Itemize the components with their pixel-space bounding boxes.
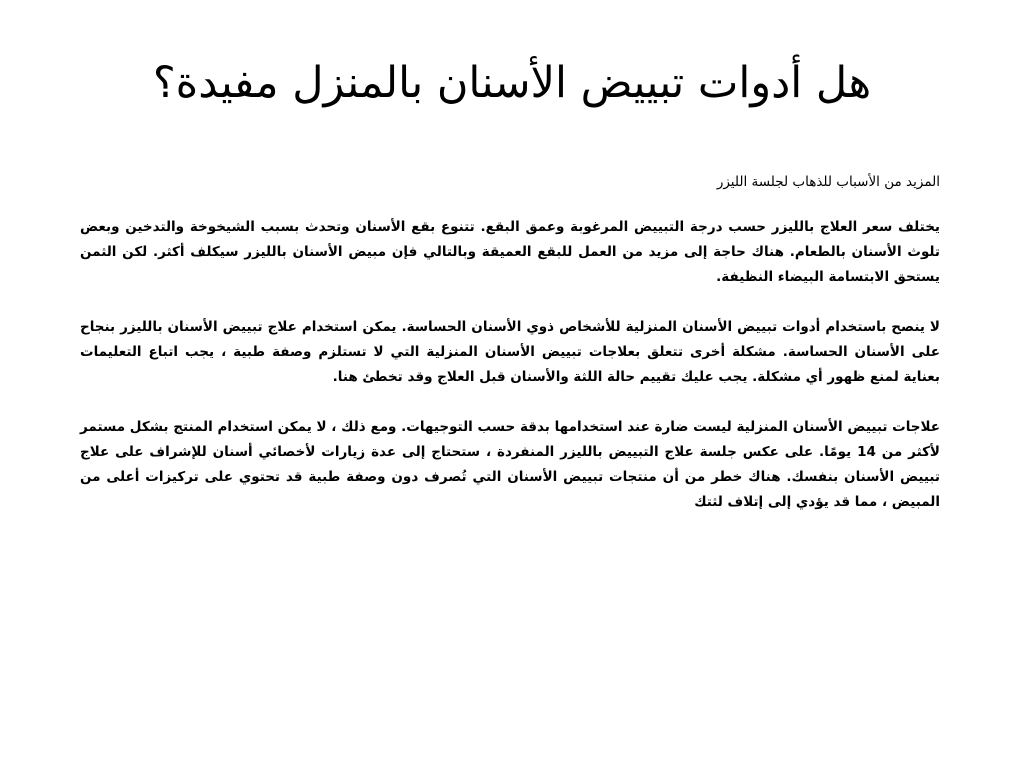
- body-paragraph-sensitive-teeth: لا ينصح باستخدام أدوات تبييض الأسنان المنزلية للأشخاص ذوي الأسنان الحساسة. يمكن استخدام علاج تبييض الأسنان بالليزر بنجاح على الأسنان الحساسة. مشكلة أخرى تتعلق بعلاجات تبييض الأسنان المنزلية التي لا تستلزم وصفة طبية ، يجب اتباع التعليمات بعناية لمنع ظهور أي مشكلة. يجب عليك تقييم حالة اللثة والأسنان قبل العلاج وقد تخطئ هنا.: [80, 318, 940, 385]
- body-subheading: المزيد من الأسباب للذهاب لجلسة الليزر: [716, 174, 940, 190]
- slide-body: [80, 170, 940, 540]
- body-paragraph-home-treatments: علاجات تبييض الأسنان المنزلية ليست ضارة عند استخدامها بدقة حسب التوجيهات. ومع ذلك ، لا يمكن استخدام المنتج بشكل مستمر لأكثر من 14 يومًا. على عكس جلسة علاج التبييض بالليزر المنفردة ، ستحتاج إلى عدة زيارات لأخصائي أسنان للإشراف على علاج تبييض الأسنان بنفسك. هناك خطر من أن منتجات تبييض الأسنان التي تُصرف دون وصفة طبية قد تحتوي على تركيزات أعلى من المبيض ، مما قد يؤدي إلى إتلاف لثتك: [80, 418, 940, 510]
- body-paragraph-laser-price: يختلف سعر العلاج بالليزر حسب درجة التبييض المرغوبة وعمق البقع. تتنوع بقع الأسنان وتحدث بسبب الشيخوخة والتدخين وبعض تلوث الأسنان بالطعام. هناك حاجة إلى مزيد من العمل للبقع العميقة وبالتالي فإن مبيض الأسنان بالليزر سيكلف أكثر. لكن الثمن يستحق الابتسامة البيضاء النظيفة.: [80, 218, 940, 285]
- slide-title: هل أدوات تبييض الأسنان بالمنزل مفيدة؟: [152, 58, 872, 108]
